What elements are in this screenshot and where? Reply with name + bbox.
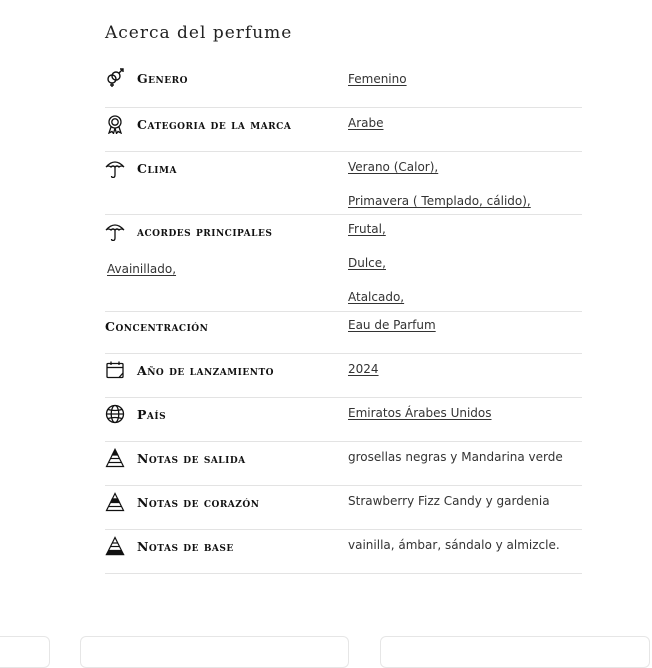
value-notas-corazon: Strawberry Fizz Candy y gardenia bbox=[348, 494, 550, 508]
value-eau-de-parfum[interactable]: Eau de Parfum bbox=[348, 318, 436, 332]
value-primavera[interactable]: Primavera ( Templado, cálido), bbox=[348, 194, 531, 208]
value-femenino[interactable]: Femenino bbox=[348, 72, 407, 86]
row-notas-corazon bbox=[105, 486, 582, 530]
pyramid-top-icon bbox=[105, 448, 125, 468]
label-notas-salida bbox=[105, 448, 246, 468]
value-atalcado[interactable]: Atalcado, bbox=[348, 290, 405, 304]
label-text: Notas de salida bbox=[137, 450, 246, 466]
award-ribbon-icon bbox=[105, 114, 125, 134]
value-notas-salida: grosellas negras y Mandarina verde bbox=[348, 450, 563, 464]
row-concentracion bbox=[105, 312, 582, 354]
perfume-details-table bbox=[105, 58, 582, 574]
value-avainillado[interactable]: Avainillado, bbox=[107, 262, 177, 276]
label-text: Notas de corazón bbox=[137, 494, 260, 510]
label-text: País bbox=[137, 406, 167, 422]
label-text: acordes principales bbox=[137, 223, 273, 239]
label-clima bbox=[105, 158, 177, 178]
value-notas-base: vainilla, ámbar, sándalo y almizcle. bbox=[348, 538, 560, 552]
umbrella-icon bbox=[105, 158, 125, 178]
row-notas-base bbox=[105, 530, 582, 574]
label-text: Categoria de la marca bbox=[137, 116, 292, 132]
value-frutal[interactable]: Frutal, bbox=[348, 222, 386, 236]
globe-icon bbox=[105, 404, 125, 424]
label-text: Clima bbox=[137, 160, 177, 176]
row-categoria bbox=[105, 108, 582, 152]
section-title: Acerca del perfume bbox=[105, 23, 293, 43]
row-pais bbox=[105, 398, 582, 442]
row-anio bbox=[105, 354, 582, 398]
row-genero bbox=[105, 58, 582, 108]
label-notas-base bbox=[105, 536, 234, 556]
product-card[interactable] bbox=[380, 636, 650, 668]
umbrella-icon bbox=[105, 221, 125, 241]
row-clima bbox=[105, 152, 582, 215]
pyramid-base-icon bbox=[105, 536, 125, 556]
label-text: Notas de base bbox=[137, 538, 234, 554]
label-pais bbox=[105, 404, 166, 424]
gender-icon bbox=[105, 68, 125, 88]
label-genero bbox=[105, 68, 188, 88]
value-2024[interactable]: 2024 bbox=[348, 362, 379, 376]
product-card[interactable] bbox=[80, 636, 349, 668]
value-emiratos[interactable]: Emiratos Árabes Unidos bbox=[348, 406, 492, 420]
pyramid-middle-icon bbox=[105, 492, 125, 512]
label-categoria bbox=[105, 114, 291, 134]
value-verano[interactable]: Verano (Calor), bbox=[348, 160, 439, 174]
row-acordes bbox=[105, 215, 582, 312]
row-notas-salida bbox=[105, 442, 582, 486]
label-acordes bbox=[105, 221, 272, 241]
value-dulce[interactable]: Dulce, bbox=[348, 256, 386, 270]
label-text: Concentración bbox=[105, 319, 209, 334]
product-card[interactable] bbox=[0, 636, 50, 668]
label-text: Año de lanzamiento bbox=[137, 362, 275, 378]
calendar-icon bbox=[105, 360, 125, 380]
label-text: Genero bbox=[137, 70, 188, 86]
label-anio bbox=[105, 360, 274, 380]
value-arabe[interactable]: Arabe bbox=[348, 116, 384, 130]
label-concentracion bbox=[105, 319, 208, 334]
label-notas-corazon bbox=[105, 492, 259, 512]
